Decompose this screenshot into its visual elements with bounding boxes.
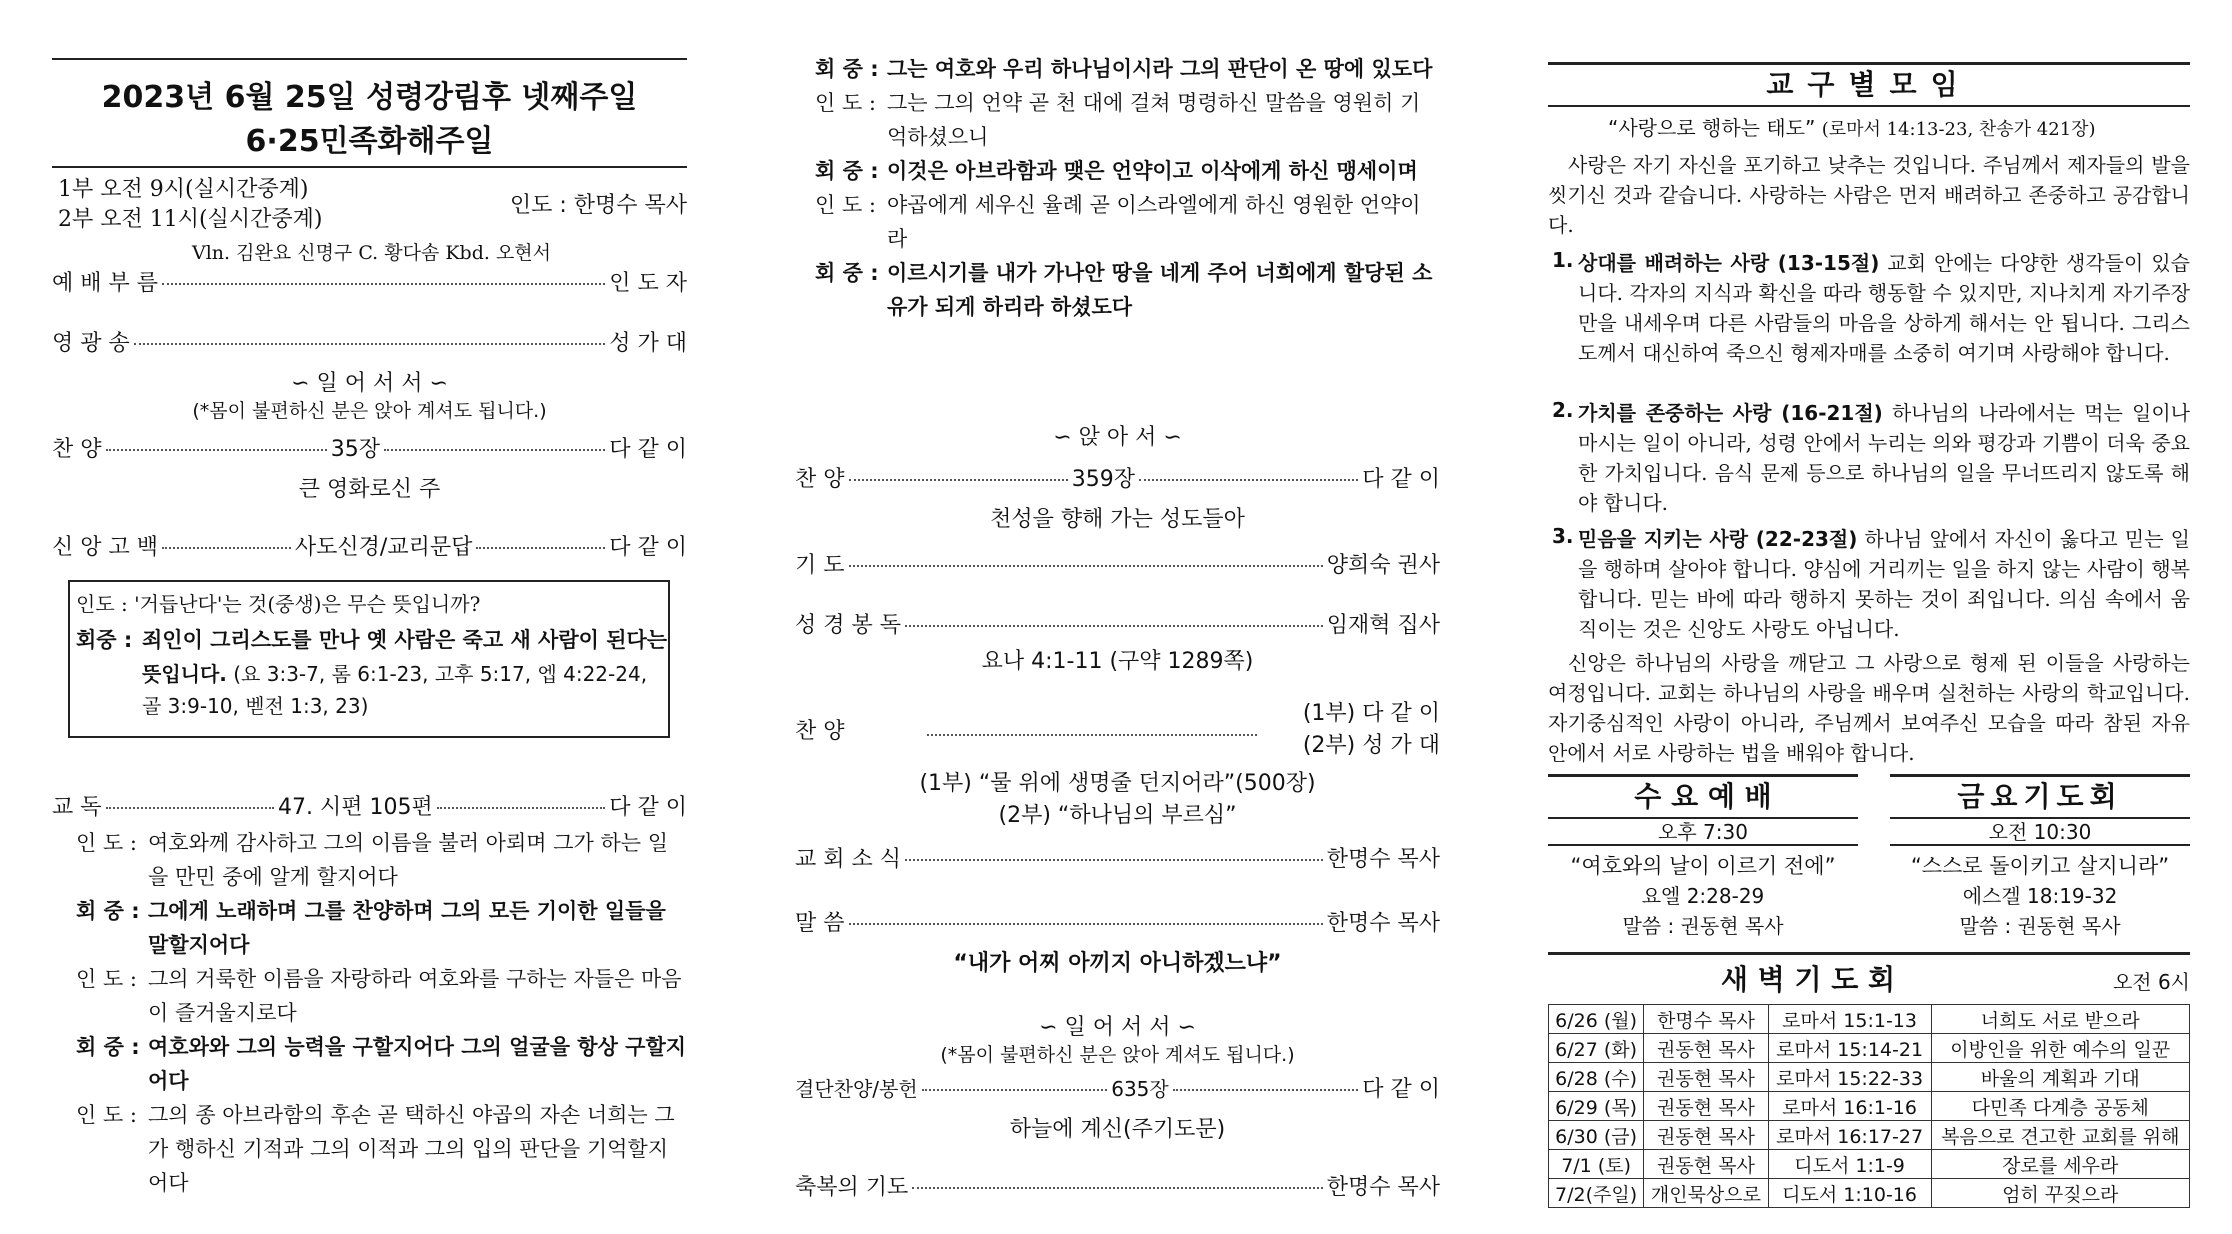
dawn-passage: 디도서 1:1-9 xyxy=(1768,1150,1931,1179)
item-responsive-reading xyxy=(52,790,687,821)
wednesday-title: 수 요 예 배 xyxy=(1548,774,1858,819)
title-rule xyxy=(52,166,687,168)
item-prayer xyxy=(795,548,1440,579)
dawn-leader: 권동현 목사 xyxy=(1644,1034,1768,1063)
catechism-answer-end: 뜻입니다. xyxy=(142,662,227,686)
table-row xyxy=(1549,1150,2190,1179)
anthem-who-2: (2부) 성 가 대 xyxy=(1302,733,1440,758)
dawn-date: 6/26 (월) xyxy=(1549,1005,1644,1034)
top-rule xyxy=(52,58,687,60)
order-of-worship-left xyxy=(52,0,687,1234)
reading-line: 인 도 : 그의 종 아브라함의 후손 곧 택하신 야곱의 자손 너희는 그가 행하신 기적과 그의 이적과 그의 입의 판단을 기억할지어다 xyxy=(76,1103,675,1195)
dawn-topic: 장로를 세우라 xyxy=(1931,1150,2189,1179)
item-who: 한명수 목사 xyxy=(1326,1175,1440,1200)
item-name: 말 씀 xyxy=(795,911,845,936)
item-church-news xyxy=(795,842,1440,873)
item-who: 다 같 이 xyxy=(1362,467,1440,492)
item-name: 신 앙 고 백 xyxy=(52,535,158,560)
wednesday-time: 오후 7:30 xyxy=(1658,820,1748,844)
dawn-topic: 너희도 서로 받으라 xyxy=(1931,1005,2189,1034)
dawn-passage: 로마서 16:1-16 xyxy=(1768,1092,1931,1121)
item-name: 교 독 xyxy=(52,795,102,820)
wednesday-sermon: “여호와의 날이 이르기 전에” xyxy=(1570,854,1836,878)
item-who: 한명수 목사 xyxy=(1326,911,1440,936)
dawn-leader: 권동현 목사 xyxy=(1644,1121,1768,1150)
friday-title: 금요기도회 xyxy=(1890,774,2190,819)
responsive-reading xyxy=(76,826,687,1200)
table-row xyxy=(1549,1034,2190,1063)
item-name: 찬 양 xyxy=(795,719,845,744)
item-creed xyxy=(52,530,687,561)
item-who: 다 같 이 xyxy=(609,535,687,560)
stand-instruction: ∽ 일 어 서 서 ∽ xyxy=(291,371,448,396)
item-who: 다 같 이 xyxy=(609,437,687,462)
item-name: 예 배 부 름 xyxy=(52,271,158,296)
divider xyxy=(1890,844,2190,846)
item-who: 다 같 이 xyxy=(1362,1077,1441,1102)
item-mid: 359장 xyxy=(1071,467,1135,492)
dawn-time: 오전 6시 xyxy=(2112,970,2190,994)
table-row xyxy=(1549,1092,2190,1121)
item-name: 결단찬양/봉헌 xyxy=(795,1077,918,1101)
item-benediction xyxy=(795,1170,1440,1201)
item-name: 축복의 기도 xyxy=(795,1175,909,1200)
dawn-rule xyxy=(1548,952,2190,955)
item-who: 임재혁 집사 xyxy=(1326,613,1440,638)
service-time-1: 1부 오전 9시(실시간중계) xyxy=(58,177,309,202)
dawn-passage: 로마서 16:17-27 xyxy=(1768,1121,1931,1150)
dawn-passage: 로마서 15:14-21 xyxy=(1768,1034,1931,1063)
point-body: 가치를 존중하는 사랑 (16-21절) 하나님의 나라에서는 먹는 일이나 마시는 일이 아니라, 성령 안에서 누리는 의와 평강과 기쁨이 더욱 중요한 가치입니다. 음식 문제 등으로 하나님의 일을 무너뜨리지 않도록 해야 합니다. xyxy=(1578,401,2190,515)
catechism-answer-label: 회중 : xyxy=(76,628,133,652)
item-anthem xyxy=(795,696,1440,760)
responsive-reading-cont xyxy=(815,52,1440,324)
catechism-refs-2: 골 3:9-10, 벧전 1:3, 23) xyxy=(142,694,369,718)
reading-line: 인 도 : 그는 그의 언약 곧 천 대에 걸쳐 명령하신 말씀을 영원히 기억하셨으니 xyxy=(815,91,1421,149)
anthem-2-title: (2부) “하나님의 부르심” xyxy=(998,803,1237,828)
item-gloria xyxy=(52,326,687,357)
item-name: 영 광 송 xyxy=(52,331,130,356)
dawn-topic: 이방인을 위한 예수의 일꾼 xyxy=(1931,1034,2189,1063)
reading-line: 회 중 : 그는 여호와 우리 하나님이시라 그의 판단이 온 땅에 있도다 xyxy=(815,57,1433,81)
stand-note: (*몸이 불편하신 분은 앉아 계셔도 됩니다.) xyxy=(940,1044,1295,1066)
point-number: 2. xyxy=(1552,398,1574,422)
item-name: 교 회 소 식 xyxy=(795,847,901,872)
worship-leader: 인도 : 한명수 목사 xyxy=(509,193,687,218)
item-who: 인 도 자 xyxy=(609,271,687,296)
dawn-leader: 권동현 목사 xyxy=(1644,1150,1768,1179)
catechism-answer-1: 죄인이 그리스도를 만나 옛 사람은 죽고 새 사람이 된다는 xyxy=(142,628,668,652)
item-offering xyxy=(795,1072,1440,1103)
hymn-2-title: 천성을 향해 가는 성도들아 xyxy=(990,507,1245,532)
stand-instruction: ∽ 일 어 서 서 ∽ xyxy=(1039,1015,1196,1040)
reading-line: 인 도 : 여호와께 감사하고 그의 이름을 불러 아뢰며 그가 하는 일을 만민 중에 알게 할지어다 xyxy=(76,831,668,889)
reading-line: 회 중 : 이것은 아브라함과 맺은 언약이고 이삭에게 하신 맹세이며 xyxy=(815,159,1418,183)
dawn-date: 6/27 (화) xyxy=(1549,1034,1644,1063)
dawn-topic: 다민족 다계층 공동체 xyxy=(1931,1092,2189,1121)
stand-note: (*몸이 불편하신 분은 앉아 계셔도 됩니다.) xyxy=(192,400,547,422)
order-of-worship-middle xyxy=(795,0,1440,1234)
item-who: 한명수 목사 xyxy=(1326,847,1440,872)
sit-instruction: ∽ 앉 아 서 ∽ xyxy=(1053,425,1182,450)
dawn-topic: 복음으로 견고한 교회를 위해 xyxy=(1931,1121,2189,1150)
dawn-date: 7/2(주일) xyxy=(1549,1179,1644,1208)
item-hymn-2 xyxy=(795,462,1440,493)
catechism-answer-2 xyxy=(142,658,647,687)
point-number: 3. xyxy=(1552,524,1574,548)
wednesday-service xyxy=(1548,774,1858,946)
dawn-date: 6/28 (수) xyxy=(1549,1063,1644,1092)
dawn-leader: 한명수 목사 xyxy=(1644,1005,1768,1034)
wednesday-speaker: 말씀 : 권동현 목사 xyxy=(1622,914,1784,938)
theme-ref: (로마서 14:13-23, 찬송가 421장) xyxy=(1821,119,2096,140)
dawn-topic: 바울의 계획과 기대 xyxy=(1931,1063,2189,1092)
dawn-leader: 권동현 목사 xyxy=(1644,1092,1768,1121)
table-row xyxy=(1549,1121,2190,1150)
reading-line: 회 중 : 여호와와 그의 능력을 구할지어다 그의 얼굴을 항상 구할지어다 xyxy=(76,1035,687,1093)
anthem-1-title: (1부) “물 위에 생명줄 던지어라”(500장) xyxy=(919,771,1316,796)
table-row xyxy=(1549,1005,2190,1034)
dawn-leader: 개인묵상으로 xyxy=(1644,1179,1768,1208)
item-who: 성 가 대 xyxy=(609,331,687,356)
reading-line: 회 중 : 그에게 노래하며 그를 찬양하며 그의 모든 기이한 일들을 말할지어다 xyxy=(76,899,666,957)
service-time-2: 2부 오전 11시(실시간중계) xyxy=(58,207,323,232)
dawn-date: 6/30 (금) xyxy=(1549,1121,1644,1150)
theme-title: “사랑으로 행하는 태도” xyxy=(1608,116,1816,140)
anthem-who-1: (1부) 다 같 이 xyxy=(1302,701,1440,726)
offering-title: 하늘에 계신(주기도문) xyxy=(1009,1117,1226,1142)
reading-line: 인 도 : 그의 거룩한 이름을 자랑하라 여호와를 구하는 자들은 마음이 즐거울지로다 xyxy=(76,967,682,1025)
dawn-topic: 엄히 꾸짖으라 xyxy=(1931,1179,2189,1208)
catechism-question: 인도 : '거듭난다'는 것(중생)은 무슨 뜻입니까? xyxy=(76,592,481,616)
dawn-passage: 디도서 1:10-16 xyxy=(1768,1179,1931,1208)
bulletin-title: 2023년 6월 25일 성령강림후 넷째주일 xyxy=(101,80,638,115)
reading-line: 회 중 : 이르시기를 내가 가나안 땅을 네게 주어 너희에게 할당된 소유가 되게 하리라 하셨도다 xyxy=(815,261,1433,319)
divider xyxy=(1548,844,1858,846)
point-body: 상대를 배려하는 사랑 (13-15절) 교회 안에는 다양한 생각들이 있습니다. 각자의 지식과 확신을 따라 행동할 수 있지만, 지나치게 자기주장만을 내세우며 다른 사람들의 마음을 상하게 해서는 안 됩니다. 그리스도께서 대신하여 죽으신 형제자매를 소중히 여기며 사랑해야 합니다. xyxy=(1578,251,2190,365)
wednesday-ref: 요엘 2:28-29 xyxy=(1641,884,1765,908)
item-hymn xyxy=(52,432,687,463)
friday-time: 오전 10:30 xyxy=(1988,820,2092,844)
friday-prayer xyxy=(1890,774,2190,946)
sermon-title: “내가 어찌 아끼지 아니하겠느냐” xyxy=(953,951,1282,976)
item-mid: 사도신경/교리문답 xyxy=(294,535,473,560)
friday-ref: 에스겔 18:19-32 xyxy=(1962,884,2118,908)
hymn-title: 큰 영화로신 주 xyxy=(298,477,441,502)
item-who: 양희숙 권사 xyxy=(1326,553,1440,578)
dawn-passage: 로마서 15:22-33 xyxy=(1768,1063,1931,1092)
item-mid: 635장 xyxy=(1111,1077,1169,1101)
friday-speaker: 말씀 : 권동현 목사 xyxy=(1959,914,2121,938)
item-who: 다 같 이 xyxy=(609,795,688,820)
dawn-title: 새 벽 기 도 회 xyxy=(1720,963,1896,996)
item-mid: 35장 xyxy=(330,437,380,462)
item-mid: 47. 시편 105편 xyxy=(278,795,433,820)
table-row xyxy=(1549,1063,2190,1092)
announcements-right xyxy=(1548,0,2190,1234)
item-name: 기 도 xyxy=(795,553,845,578)
item-scripture xyxy=(795,608,1440,639)
point-number: 1. xyxy=(1552,248,1574,272)
study-theme xyxy=(1608,112,2096,141)
dawn-passage: 로마서 15:1-13 xyxy=(1768,1005,1931,1034)
item-name: 찬 양 xyxy=(795,467,845,492)
reading-line: 인 도 : 야곱에게 세우신 율례 곧 이스라엘에게 하신 영원한 언약이라 xyxy=(815,193,1421,251)
group-meeting-heading: 교구별모임 xyxy=(1548,62,2190,107)
bulletin-subtitle: 6·25민족화해주일 xyxy=(245,124,494,159)
scripture-reference: 요나 4:1-11 (구약 1289쪽) xyxy=(981,649,1254,674)
dawn-date: 7/1 (토) xyxy=(1549,1150,1644,1179)
catechism-box xyxy=(68,580,670,738)
friday-sermon: “스스로 돌이키고 살지니라” xyxy=(1910,854,2170,878)
dawn-date: 6/29 (목) xyxy=(1549,1092,1644,1121)
musicians: Vln. 김완요 신명구 C. 황다솜 Kbd. 오현서 xyxy=(192,242,552,264)
point-body: 믿음을 지키는 사랑 (22-23절) 하나님 앞에서 자신이 옳다고 믿는 일을 행하며 살아야 합니다. 양심에 거리끼는 일을 하지 않는 사람이 행복합니다. 믿는 바에 따라 행하지 못하는 것이 죄입니다. 의심 속에서 움직이는 것은 신앙도 사랑도 아닙니다. xyxy=(1578,527,2190,641)
dawn-leader: 권동현 목사 xyxy=(1644,1063,1768,1092)
table-row xyxy=(1549,1179,2190,1208)
item-name: 성 경 봉 독 xyxy=(795,613,901,638)
dawn-schedule-table xyxy=(1548,1004,2190,1208)
intro-paragraph: 사랑은 자기 자신을 포기하고 낮추는 것입니다. 주님께서 제자들의 발을 씻기신 것과 같습니다. 사랑하는 사람은 먼저 배려하고 존중하고 공감합니다. xyxy=(1548,153,2190,237)
closing-paragraph: 신앙은 하나님의 사랑을 깨닫고 그 사랑으로 형제 된 이들을 사랑하는 여정입니다. 교회는 하나님의 사랑을 배우며 실천하는 사랑의 학교입니다. 자기중심적인 사랑이 아니라, 주님께서 보여주신 모습을 따라 참된 자유 안에서 서로 사랑하는 법을 배워야 합니다. xyxy=(1548,651,2190,765)
item-call-to-worship xyxy=(52,266,687,297)
item-sermon xyxy=(795,906,1440,937)
leader-dots xyxy=(927,734,1257,736)
item-name: 찬 양 xyxy=(52,437,102,462)
catechism-refs-1: (요 3:3-7, 롬 6:1-23, 고후 5:17, 엡 4:22-24, xyxy=(233,662,648,686)
